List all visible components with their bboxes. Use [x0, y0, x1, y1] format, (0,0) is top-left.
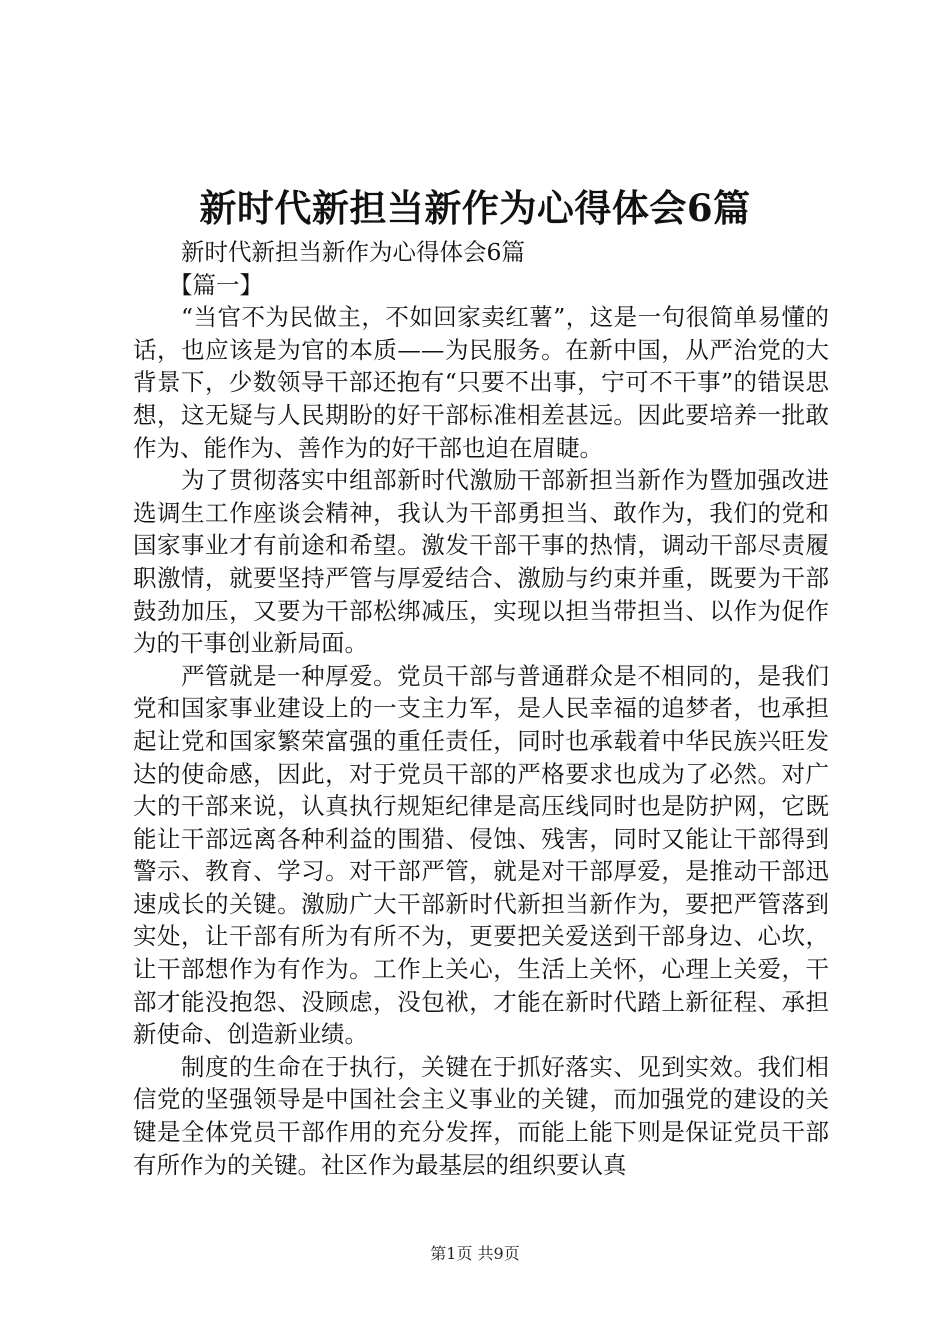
paragraph: 严管就是一种厚爱。党员干部与普通群众是不相同的，是我们党和国家事业建设上的一支主力军，是人民幸福的追梦者，也承担起让党和国家繁荣富强的重任责任，同时也承载着中华民族兴旺发达的使命感，因此，对于党员干部的严格要求也成为了必然。对广大的干部来说，认真执行规矩纪律是高压线同时也是防护网，它既能让干部远离各种利益的围猎、侵蚀、残害，同时又能让干部得到警示、教育、学习。对干部严管，就是对干部厚爱，是推动干部迅速成长的关键。激励广大干部新时代新担当新作为，要把严管落到实处，让干部有所为有所不为，更要把关爱送到干部身边、心坎，让干部想作为有作为。工作上关心，生活上关怀，心理上关爱，干部才能没抱怨、没顾虑，没包袱，才能在新时代踏上新征程、承担新使命、创造新业绩。 — [133, 661, 829, 1049]
page-footer: 第1页 共9页 — [430, 1244, 520, 1263]
document-body — [133, 236, 829, 1181]
document-title: 新时代新担当新作为心得体会6篇 — [199, 186, 751, 230]
paragraph: 为了贯彻落实中组部新时代激励干部新担当新作为暨加强改进选调生工作座谈会精神，我认为干部勇担当、敢作为，我们的党和国家事业才有前途和希望。激发干部干事的热情，调动干部尽责履职激情，就要坚持严管与厚爱结合、激励与约束并重，既要为干部鼓劲加压，又要为干部松绑减压，实现以担当带担当、以作为促作为的干事创业新局面。 — [133, 466, 829, 658]
paragraph: 制度的生命在于执行，关键在于抓好落实、见到实效。我们相信党的坚强领导是中国社会主义事业的关键，而加强党的建设的关键是全体党员干部作用的充分发挥，而能上能下则是保证党员干部有所作为的关键。社区作为最基层的组织要认真 — [133, 1052, 829, 1179]
document-subtitle: 新时代新担当新作为心得体会6篇 — [181, 238, 525, 266]
paragraph: “当官不为民做主，不如回家卖红薯”，这是一句很简单易懂的话，也应该是为官的本质——为民服务。在新中国，从严治党的大背景下，少数领导干部还抱有“只要不出事，宁可不干事”的错误思想，这无疑与人民期盼的好干部标准相差甚远。因此要培养一批敢作为、能作为、善作为的好干部也迫在眉睫。 — [133, 303, 829, 462]
section-heading: 【篇一】 — [169, 270, 263, 299]
